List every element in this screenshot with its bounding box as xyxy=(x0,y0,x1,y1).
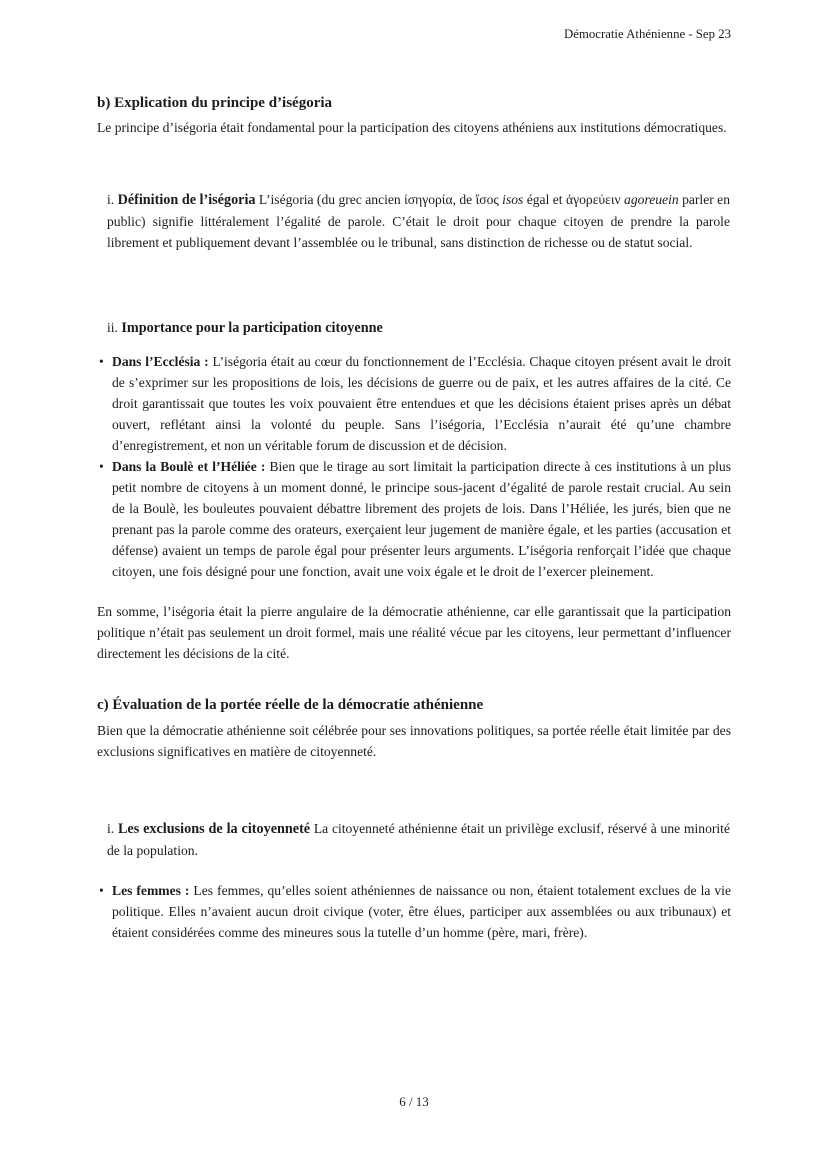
section-c-intro: Bien que la démocratie athénienne soit célébrée pour ses innovations politiques, sa portée réelle était limitée par des exclusions significatives en matière de citoyenneté. xyxy=(97,722,731,759)
bullet-marker: • xyxy=(99,459,104,475)
importance-title: Importance pour la participation citoyenne xyxy=(121,320,383,337)
list-item-ecclesia xyxy=(97,351,731,456)
section-c-heading: c) Évaluation de la portée réelle de la démocratie athénienne xyxy=(97,697,484,714)
importance-number: ii. xyxy=(107,320,122,336)
definition-text: parler en public) signifie littéralement l’égalité de parole. C’était le droit pour chaque citoyen de prendre la parole librement et publiquement devant l’assemblée ou le tribunal, sans distinction de richesse ou de statut social. xyxy=(107,192,730,251)
bullet-label-ecclesia: Dans l’Ecclésia : xyxy=(112,354,209,370)
exclusions-text: La citoyenneté athénienne était un privilège exclusif, réservé à une minorité de la population. xyxy=(107,820,730,858)
running-header: Démocratie Athénienne - Sep 23 xyxy=(563,27,731,41)
bullet-label-femmes: Les femmes : xyxy=(112,882,190,898)
definition-number: i. xyxy=(107,192,118,208)
section-b-intro: Le principe d’iségoria était fondamental pour la participation des citoyens athéniens aux institutions démocratiques. xyxy=(97,120,727,136)
bullet-text-boule-heliee: Bien que le tirage au sort limitait la participation directe à ces institutions à un plus petit nombre de citoyens à un moment donné, le principe sous-jacent d’égalité de parole restait crucial. Au sein de la Boulè, les bouleutes pouvaient débattre librement des projets de lois. Dans l’Héliée, les jurés, bien que ne prenant pas la parole comme des orateurs, exerçaient leur jugement de manière égale, et les parties (accusation et défense) avaient un temps de parole égal pour présenter leurs arguments. L’iségoria renforçait l’idée que chaque citoyen, une fois désigné pour une fonction, avait une voix égale et le droit de l’exercer pleinement. xyxy=(112,459,731,580)
definition-term-isos: isos xyxy=(502,192,524,208)
definition-text: L’iségoria (du grec ancien ἰσηγορία, de ἴσος xyxy=(255,192,503,208)
exclusions-block xyxy=(107,818,730,861)
bullet-label-boule-heliee: Dans la Boulè et l’Héliée : xyxy=(112,459,266,475)
bullet-marker: • xyxy=(99,354,104,370)
list-item-text xyxy=(112,456,731,582)
exclusions-title: Les exclusions de la citoyenneté xyxy=(117,820,311,837)
exclusions-number: i. xyxy=(107,820,118,836)
document-content xyxy=(97,93,731,943)
list-item-text xyxy=(112,351,731,456)
bullet-marker: • xyxy=(99,882,104,898)
definition-term-agoreuein: agoreuein xyxy=(624,192,679,208)
section-b-heading: b) Explication du principe d’iségoria xyxy=(97,95,333,111)
definition-block xyxy=(107,189,730,253)
definition-title: Définition de l’iségoria xyxy=(117,192,256,209)
list-item-boule-heliee xyxy=(97,456,731,582)
importance-bullet-list xyxy=(97,351,731,582)
definition-text: égal et ἀγορεύειν xyxy=(523,192,625,208)
page-number: 6 / 13 xyxy=(399,1094,429,1109)
exclusions-bullet-list xyxy=(97,880,731,943)
section-b-conclusion: En somme, l’iségoria était la pierre angulaire de la démocratie athénienne, car elle garantissait que la participation politique n’était pas seulement un droit formel, mais une réalité vécue par les citoyens, leur permettant d’influencer directement les décisions de la cité. xyxy=(97,604,731,662)
importance-heading xyxy=(107,317,730,339)
bullet-text-ecclesia: L’iségoria était au cœur du fonctionnement de l’Ecclésia. Chaque citoyen présent avait le droit de s’exprimer sur les propositions de lois, les décisions de guerre ou de paix, et les autres affaires de la cité. Ce droit garantissait que toutes les voix pouvaient être entendues et que les décisions étaient prises après un débat ouvert, reflétant ainsi la volonté du peuple. Sans l’iségoria, l’Ecclésia n’aurait été qu’une chambre d’enregistrement, et non un véritable forum de discussion et de décision. xyxy=(112,354,731,454)
list-item-femmes xyxy=(97,880,731,943)
bullet-text-femmes: Les femmes, qu’elles soient athéniennes de naissance ou non, étaient totalement exclues de la vie politique. Elles n’avaient aucun droit civique (voter, être élues, participer aux assemblées ou aux tribunaux) et étaient considérées comme des mineures sous la tutelle d’un homme (père, mari, frère). xyxy=(112,882,731,940)
list-item-text xyxy=(112,880,731,943)
